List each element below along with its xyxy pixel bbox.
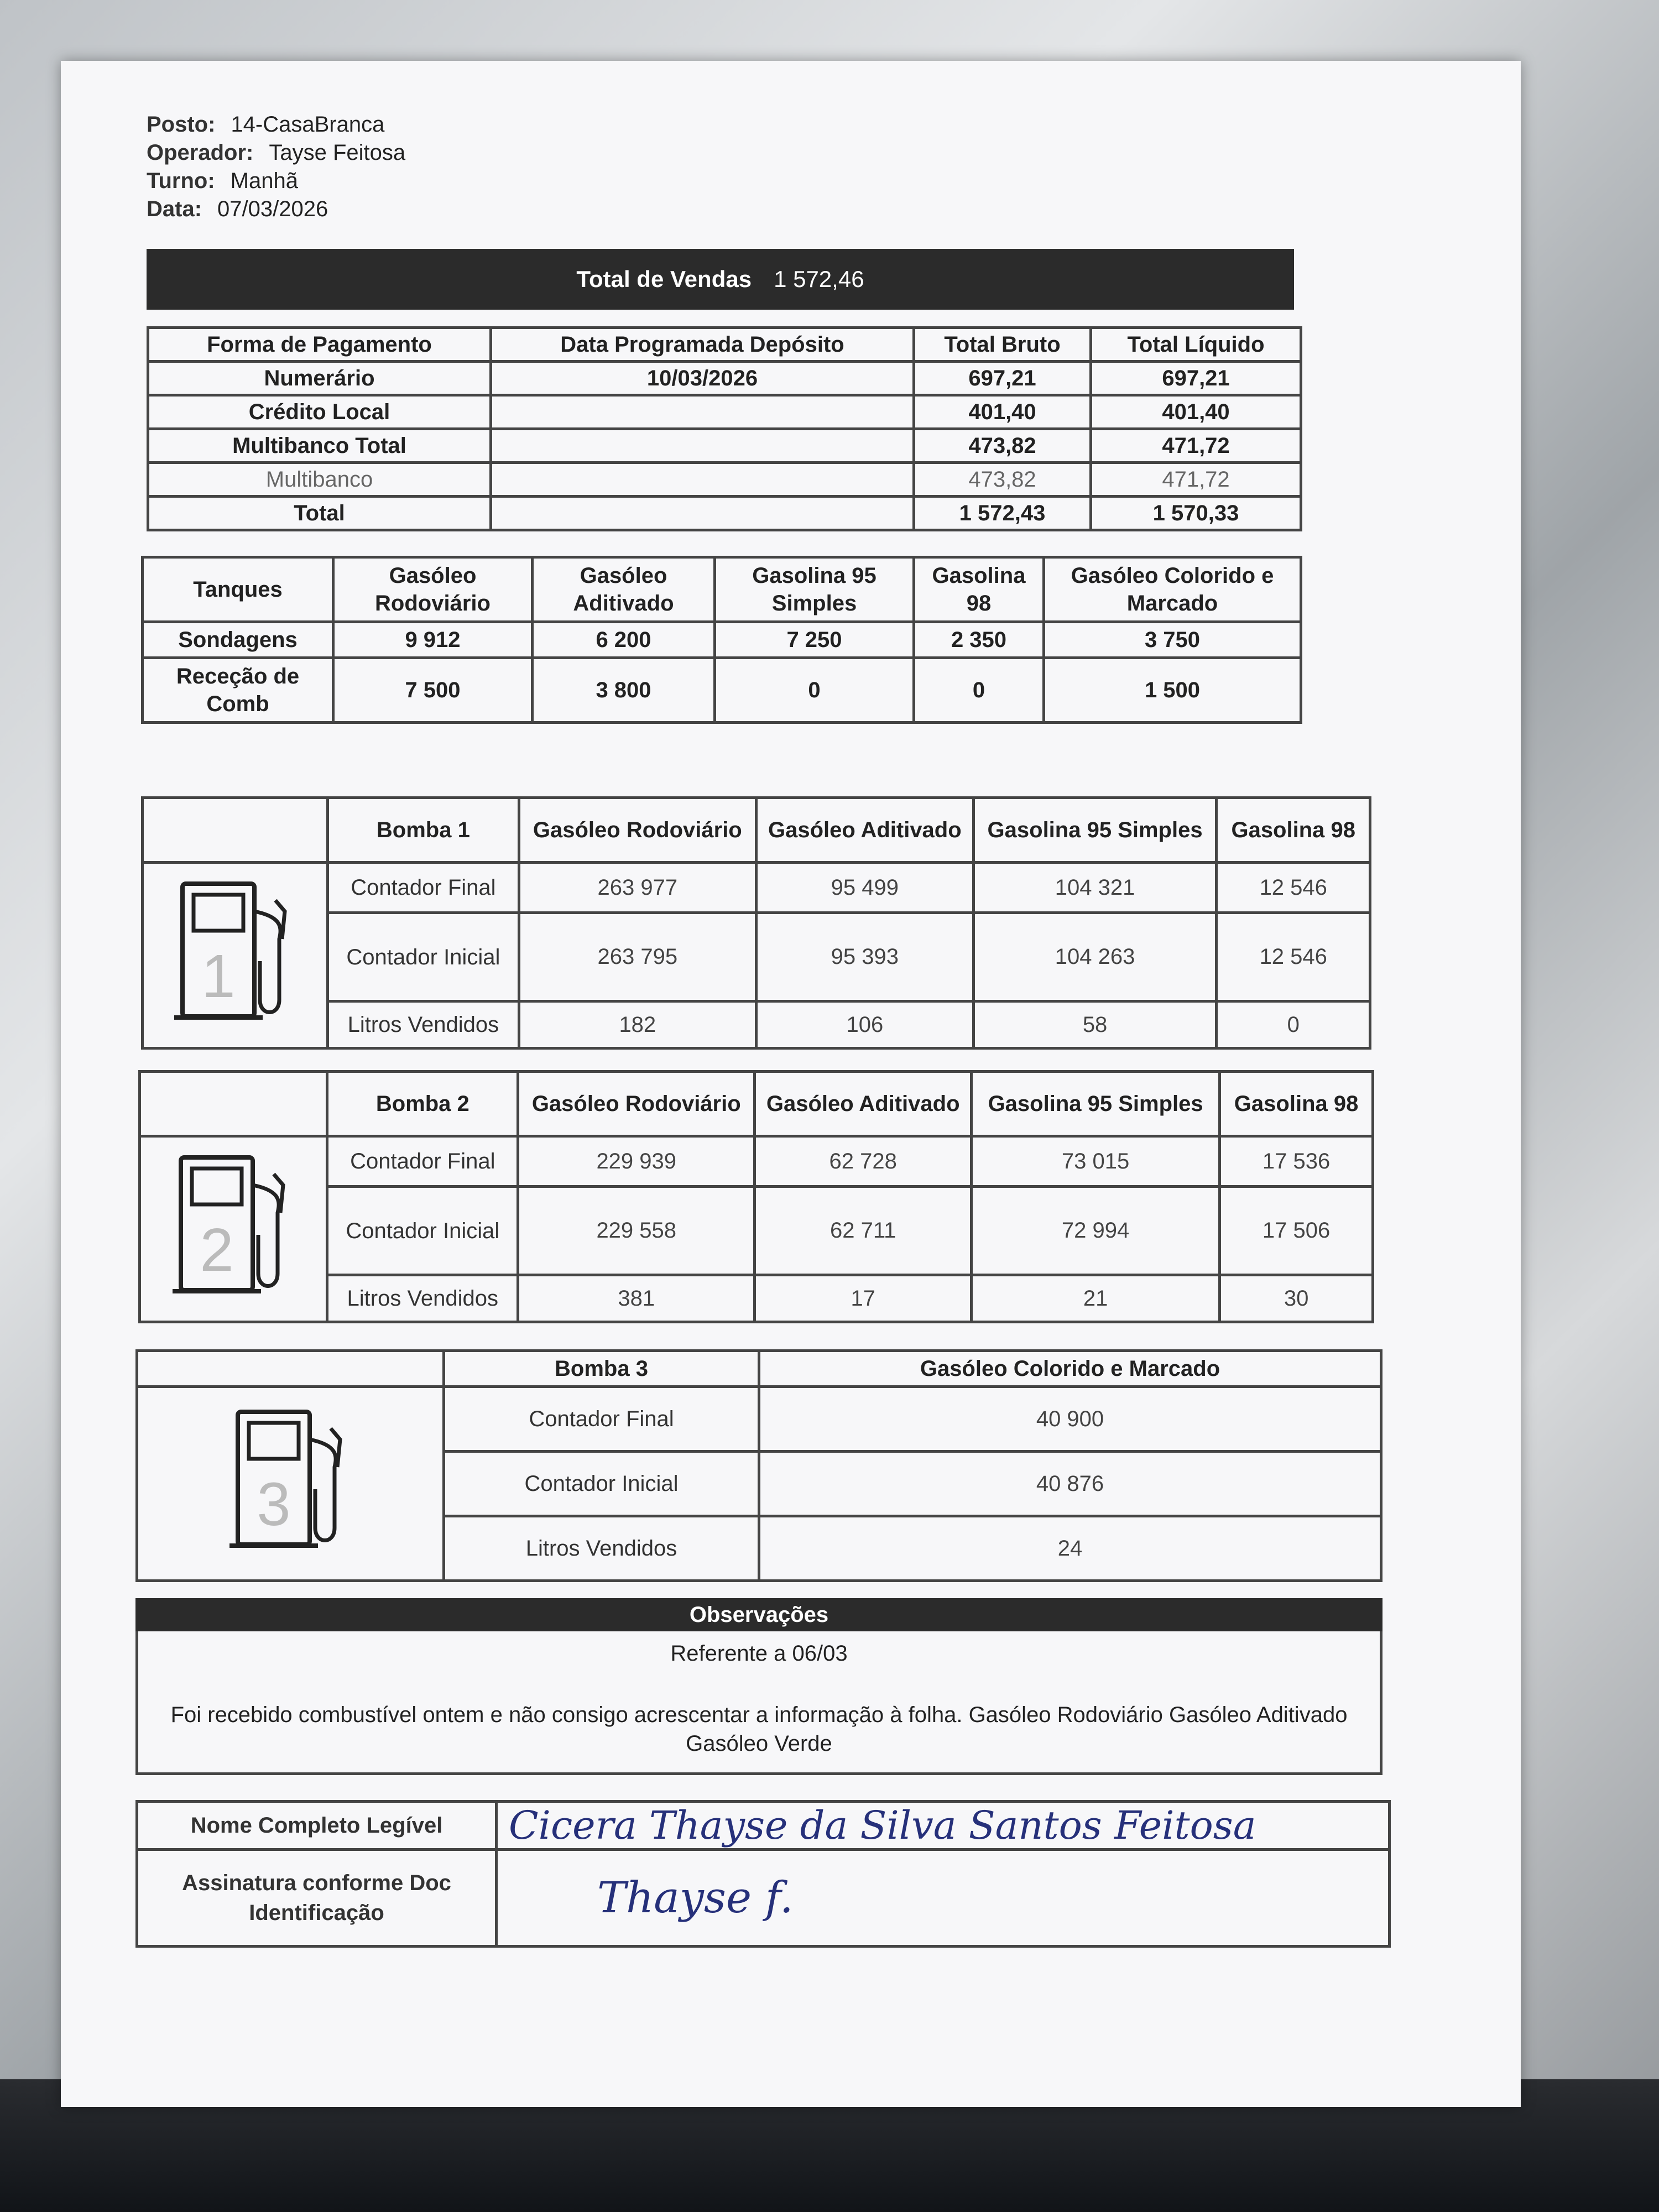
- counter-value: 40 900: [759, 1387, 1381, 1452]
- row-label: Contador Final: [328, 863, 519, 913]
- tank-value: 3 800: [533, 658, 715, 723]
- payment-bruto: 697,21: [914, 362, 1091, 395]
- tank-value: 1 500: [1044, 658, 1301, 723]
- pump-title: Bomba 1: [328, 798, 519, 863]
- col-header: Gasóleo Aditivado: [533, 557, 715, 622]
- fuel-pump-icon-graphic: [170, 1152, 297, 1301]
- payment-method: Numerário: [148, 362, 491, 395]
- tank-value: 9 912: [333, 622, 533, 658]
- col-header: Gasolina 98: [1220, 1072, 1373, 1136]
- col-header: Total Líquido: [1091, 328, 1301, 362]
- counter-value: 12 546: [1217, 863, 1370, 913]
- payment-liquido: 401,40: [1091, 395, 1301, 429]
- counter-value: 17 506: [1220, 1187, 1373, 1275]
- payment-liquido: 1 570,33: [1091, 497, 1301, 530]
- litros-value: 24: [759, 1516, 1381, 1581]
- data-label: Data:: [147, 197, 202, 221]
- payment-method: Multibanco: [148, 463, 491, 497]
- row-label: Litros Vendidos: [327, 1275, 518, 1322]
- payment-bruto: 1 572,43: [914, 497, 1091, 530]
- col-header: Data Programada Depósito: [491, 328, 914, 362]
- fuel-pump-icon: [143, 863, 328, 1048]
- signature-handwritten: Thayse f.: [497, 1850, 1390, 1947]
- table-row: [137, 1802, 1390, 1850]
- header-info: [147, 111, 405, 223]
- row-label: Contador Inicial: [327, 1187, 518, 1275]
- turno-label: Turno:: [147, 169, 215, 193]
- payment-date: [491, 395, 914, 429]
- pump-number: 1: [201, 942, 236, 1010]
- pump-number: 2: [200, 1215, 234, 1284]
- payment-date: [491, 463, 914, 497]
- tanks-table: [141, 556, 1302, 724]
- payment-liquido: 697,21: [1091, 362, 1301, 395]
- counter-value: 104 263: [973, 913, 1217, 1001]
- signature-table: [135, 1800, 1391, 1948]
- litros-value: 381: [518, 1275, 755, 1322]
- empty-cell: [143, 798, 328, 863]
- fuel-pump-icon: [137, 1387, 444, 1581]
- counter-value: 62 728: [755, 1136, 972, 1187]
- col-header: Gasolina 95 Simples: [973, 798, 1217, 863]
- row-label: Contador Final: [444, 1387, 759, 1452]
- tank-value: 6 200: [533, 622, 715, 658]
- row-label: Contador Inicial: [444, 1452, 759, 1516]
- table-row: [143, 658, 1301, 723]
- bomba1-table: [141, 796, 1371, 1050]
- col-header: Gasolina 98: [914, 557, 1044, 622]
- row-label: Contador Final: [327, 1136, 518, 1187]
- payment-method: Crédito Local: [148, 395, 491, 429]
- tank-value: 2 350: [914, 622, 1044, 658]
- col-header: Gasolina 98: [1217, 798, 1370, 863]
- payments-header-row: [148, 328, 1301, 362]
- fuel-pump-icon: [140, 1136, 327, 1322]
- empty-cell: [137, 1351, 444, 1387]
- pump-title: Bomba 2: [327, 1072, 518, 1136]
- col-header: Forma de Pagamento: [148, 328, 491, 362]
- operador-value: Tayse Feitosa: [269, 140, 406, 165]
- col-header: Tanques: [143, 557, 333, 622]
- operador-label: Operador:: [147, 140, 254, 165]
- payment-method: Total: [148, 497, 491, 530]
- table-row: [140, 1136, 1373, 1187]
- counter-value: 95 393: [756, 913, 973, 1001]
- col-header: Gasóleo Colorido e Marcado: [1044, 557, 1301, 622]
- counter-value: 229 939: [518, 1136, 755, 1187]
- table-row: [137, 1850, 1390, 1947]
- observacoes-line2: Foi recebido combustível ontem e não consigo acrescentar a informação à folha. Gasóleo Rodoviário Gasóleo Aditivado Gasóleo Verde: [170, 1703, 1348, 1756]
- counter-value: 40 876: [759, 1452, 1381, 1516]
- table-row: [148, 429, 1301, 463]
- table-row: [148, 362, 1301, 395]
- payment-bruto: 401,40: [914, 395, 1091, 429]
- counter-value: 72 994: [972, 1187, 1220, 1275]
- table-row: [143, 622, 1301, 658]
- row-label: Receção de Comb: [143, 658, 333, 723]
- litros-value: 106: [756, 1001, 973, 1048]
- nome-handwritten: Cicera Thayse da Silva Santos Feitosa: [497, 1802, 1390, 1850]
- payment-liquido: 471,72: [1091, 429, 1301, 463]
- payment-date: 10/03/2026: [491, 362, 914, 395]
- tank-value: 7 250: [715, 622, 914, 658]
- payment-method: Multibanco Total: [148, 429, 491, 463]
- table-row: [148, 497, 1301, 530]
- pump-number: 3: [257, 1470, 291, 1538]
- bomba2-table: [138, 1070, 1374, 1323]
- col-header: Gasolina 95 Simples: [972, 1072, 1220, 1136]
- table-row: [143, 863, 1370, 913]
- payment-bruto: 473,82: [914, 463, 1091, 497]
- pump-title: Bomba 3: [444, 1351, 759, 1387]
- table-row: [137, 1387, 1381, 1452]
- table-row: [148, 463, 1301, 497]
- payments-table: [147, 326, 1302, 531]
- col-header: Gasóleo Rodoviário: [518, 1072, 755, 1136]
- assinatura-label: Assinatura conforme Doc Identificação: [137, 1850, 497, 1947]
- total-vendas-label: Total de Vendas: [576, 266, 752, 292]
- payment-bruto: 473,82: [914, 429, 1091, 463]
- litros-value: 21: [972, 1275, 1220, 1322]
- nome-label: Nome Completo Legível: [137, 1802, 497, 1850]
- fuel-pump-icon-graphic: [171, 878, 299, 1027]
- tanks-header-row: [143, 557, 1301, 622]
- col-header: Gasóleo Rodoviário: [333, 557, 533, 622]
- bomba3-table: [135, 1349, 1383, 1582]
- payment-date: [491, 497, 914, 530]
- observacoes-line1: Referente a 06/03: [670, 1641, 848, 1666]
- bomba2-header-row: [140, 1072, 1373, 1136]
- observacoes-box: [135, 1631, 1383, 1775]
- posto-label: Posto:: [147, 112, 216, 137]
- empty-cell: [140, 1072, 327, 1136]
- tank-value: 3 750: [1044, 622, 1301, 658]
- bomba3-header-row: [137, 1351, 1381, 1387]
- col-header: Gasolina 95 Simples: [715, 557, 914, 622]
- counter-value: 95 499: [756, 863, 973, 913]
- counter-value: 229 558: [518, 1187, 755, 1275]
- col-header: Total Bruto: [914, 328, 1091, 362]
- counter-value: 62 711: [755, 1187, 972, 1275]
- tank-value: 0: [914, 658, 1044, 723]
- counter-value: 263 795: [519, 913, 756, 1001]
- counter-value: 12 546: [1217, 913, 1370, 1001]
- litros-value: 182: [519, 1001, 756, 1048]
- counter-value: 263 977: [519, 863, 756, 913]
- observacoes-banner: Observações: [135, 1598, 1383, 1631]
- col-header: Gasóleo Aditivado: [756, 798, 973, 863]
- turno-value: Manhã: [230, 169, 298, 193]
- counter-value: 104 321: [973, 863, 1217, 913]
- payment-date: [491, 429, 914, 463]
- total-vendas-banner: [147, 249, 1294, 310]
- tank-value: 0: [715, 658, 914, 723]
- counter-value: 73 015: [972, 1136, 1220, 1187]
- payment-liquido: 471,72: [1091, 463, 1301, 497]
- bomba1-header-row: [143, 798, 1370, 863]
- row-label: Contador Inicial: [328, 913, 519, 1001]
- litros-value: 17: [755, 1275, 972, 1322]
- total-vendas-value: 1 572,46: [774, 266, 864, 292]
- litros-value: 30: [1220, 1275, 1373, 1322]
- data-value: 07/03/2026: [217, 197, 328, 221]
- table-row: [148, 395, 1301, 429]
- fuel-pump-icon-graphic: [227, 1406, 354, 1556]
- litros-value: 58: [973, 1001, 1217, 1048]
- col-header: Gasóleo Colorido e Marcado: [759, 1351, 1381, 1387]
- posto-value: 14-CasaBranca: [231, 112, 385, 137]
- row-label: Sondagens: [143, 622, 333, 658]
- tank-value: 7 500: [333, 658, 533, 723]
- counter-value: 17 536: [1220, 1136, 1373, 1187]
- row-label: Litros Vendidos: [328, 1001, 519, 1048]
- col-header: Gasóleo Aditivado: [755, 1072, 972, 1136]
- col-header: Gasóleo Rodoviário: [519, 798, 756, 863]
- row-label: Litros Vendidos: [444, 1516, 759, 1581]
- litros-value: 0: [1217, 1001, 1370, 1048]
